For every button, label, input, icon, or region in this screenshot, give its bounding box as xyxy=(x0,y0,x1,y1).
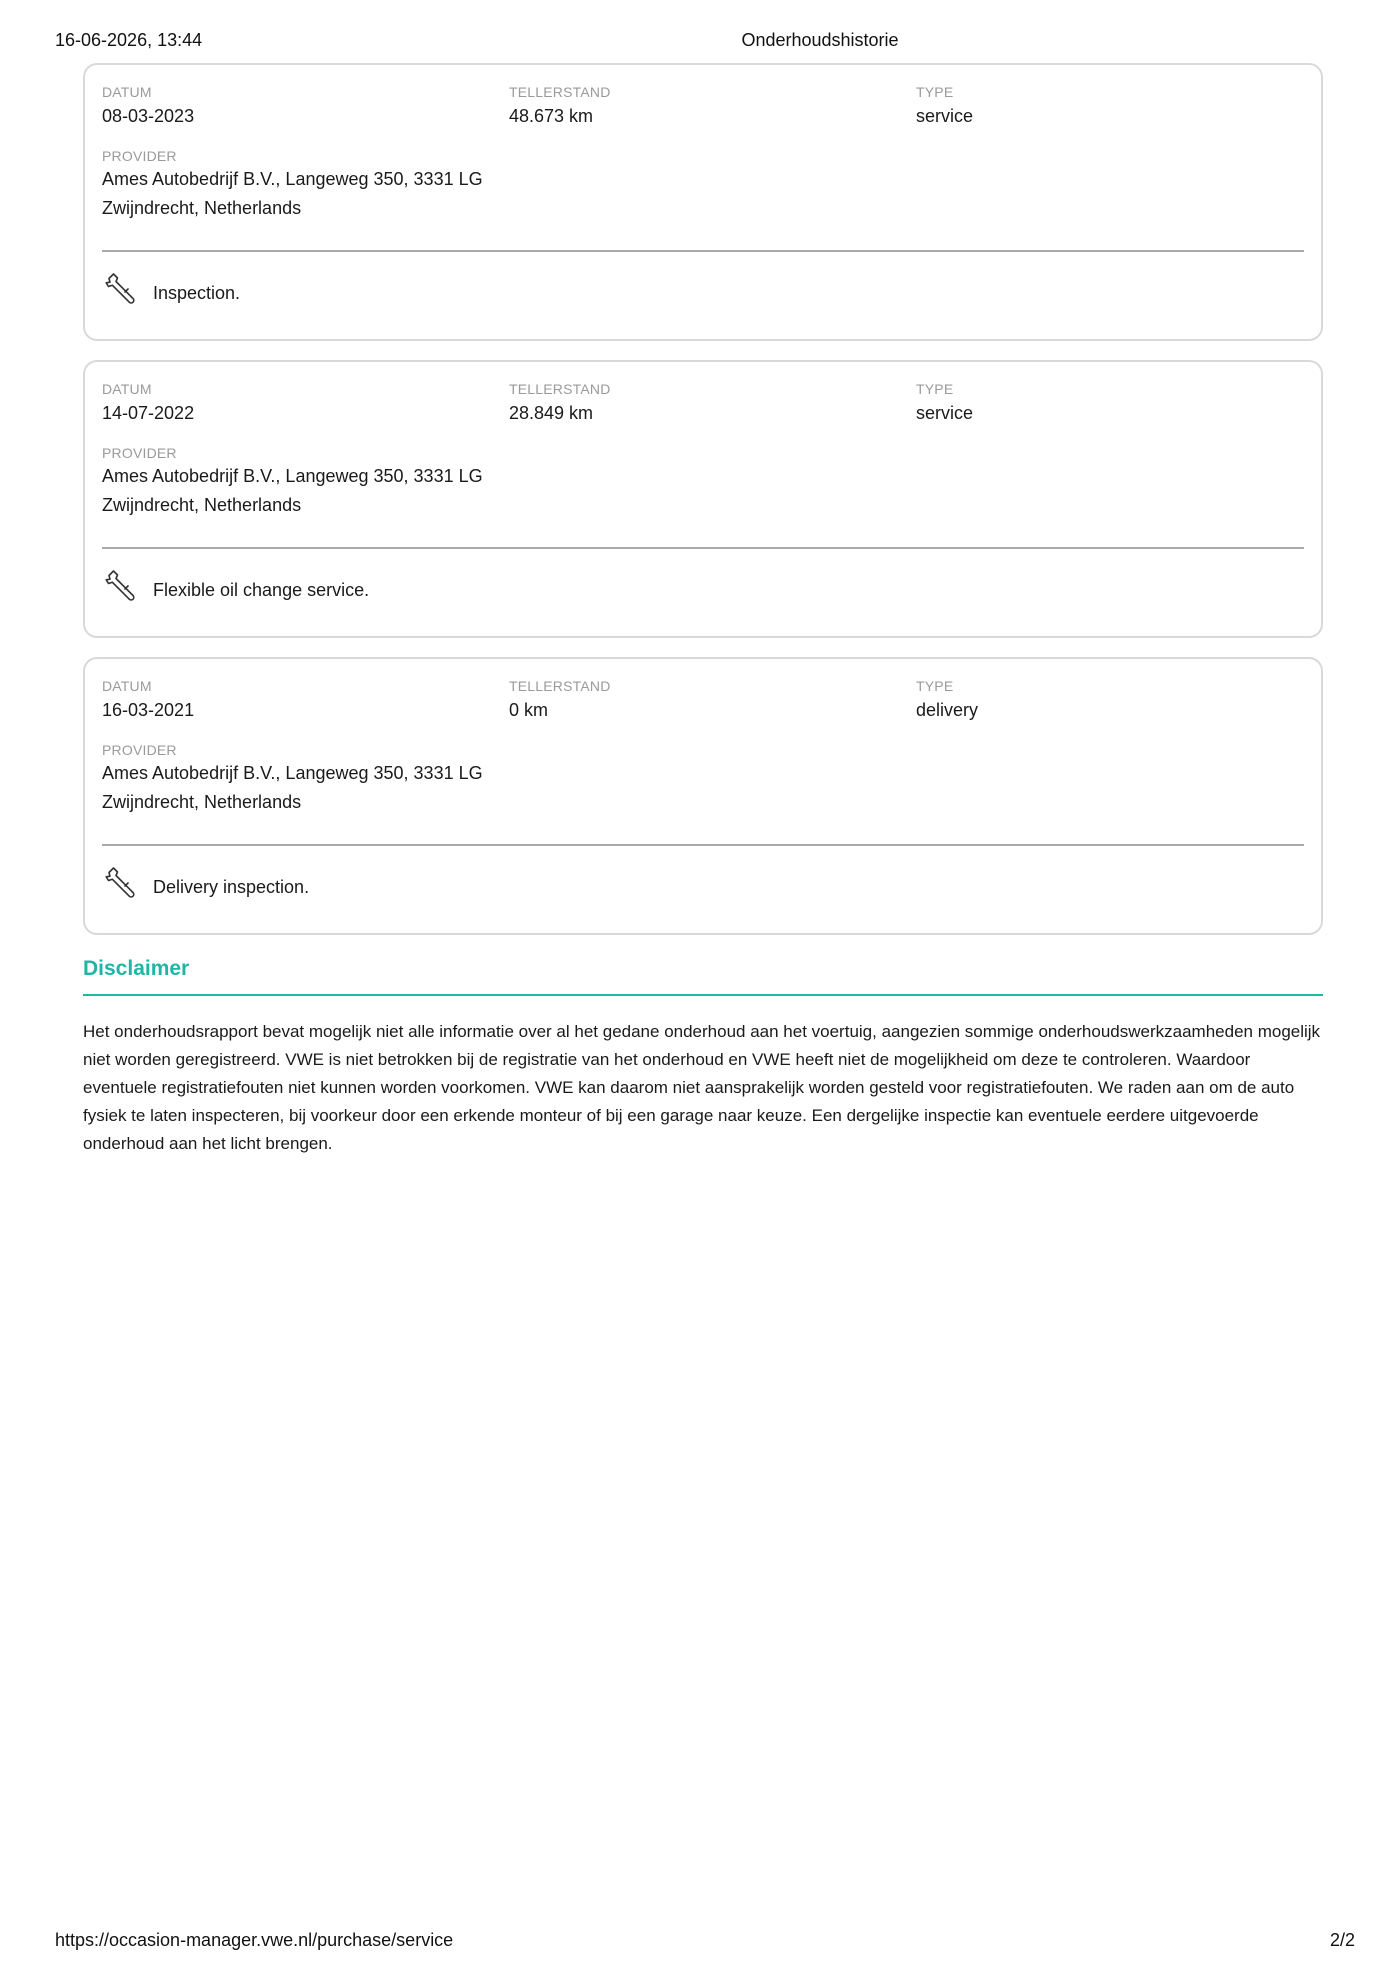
maintenance-record-card xyxy=(83,360,1323,638)
service-description: Delivery inspection. xyxy=(153,876,310,897)
type-value: delivery xyxy=(916,700,979,720)
datum-value: 14-07-2022 xyxy=(102,403,195,423)
service-description: Flexible oil change service. xyxy=(153,579,370,600)
page-title: Onderhoudshistorie xyxy=(741,30,899,50)
type-label: TYPE xyxy=(916,84,954,100)
page-number: 2/2 xyxy=(1329,1930,1355,1950)
wrench-icon xyxy=(105,866,139,900)
maintenance-record-card xyxy=(83,63,1323,341)
type-value: service xyxy=(916,403,974,423)
provider-label: PROVIDER xyxy=(102,742,177,758)
maintenance-history xyxy=(83,63,1323,1158)
tellerstand-value: 28.849 km xyxy=(509,403,594,423)
datum-label: DATUM xyxy=(102,84,152,100)
card-divider xyxy=(102,250,1304,252)
maintenance-record-card xyxy=(83,657,1323,935)
provider-value: Ames Autobedrijf B.V., Langeweg 350, 3331 LG Zwijndrecht, Netherlands xyxy=(102,169,483,218)
print-datetime: 16-06-2026, 13:44 xyxy=(55,30,203,50)
datum-label: DATUM xyxy=(102,381,152,397)
tellerstand-label: TELLERSTAND xyxy=(509,84,611,100)
datum-value: 08-03-2023 xyxy=(102,106,195,126)
datum-label: DATUM xyxy=(102,678,152,694)
card-divider xyxy=(102,844,1304,846)
disclaimer-divider xyxy=(83,994,1323,996)
print-header xyxy=(55,30,1345,54)
provider-label: PROVIDER xyxy=(102,148,177,164)
type-label: TYPE xyxy=(916,678,954,694)
tellerstand-label: TELLERSTAND xyxy=(509,381,611,397)
wrench-icon xyxy=(105,272,139,306)
provider-value: Ames Autobedrijf B.V., Langeweg 350, 3331 LG Zwijndrecht, Netherlands xyxy=(102,763,483,812)
disclaimer-heading: Disclaimer xyxy=(83,957,190,980)
provider-value: Ames Autobedrijf B.V., Langeweg 350, 3331 LG Zwijndrecht, Netherlands xyxy=(102,466,483,515)
wrench-icon xyxy=(105,569,139,603)
page-url: https://occasion-manager.vwe.nl/purchase/service xyxy=(55,1930,454,1950)
tellerstand-label: TELLERSTAND xyxy=(509,678,611,694)
tellerstand-value: 0 km xyxy=(509,700,549,720)
type-value: service xyxy=(916,106,974,126)
card-divider xyxy=(102,547,1304,549)
tellerstand-value: 48.673 km xyxy=(509,106,594,126)
disclaimer-text: Het onderhoudsrapport bevat mogelijk niet alle informatie over al het gedane onderhoud aan het voertuig, aangezien sommige onderhoudswerkzaamheden mogelijk niet worden geregistreerd. VWE is niet betrokken bij de registratie van het onderhoud en VWE heeft niet de mogelijkheid om deze te controleren. Waardoor eventuele registratiefouten niet kunnen worden voorkomen. VWE kan daarom niet aansprakelijk worden gesteld voor registratiefouten. We raden aan om de auto fysiek te laten inspecteren, bij voorkeur door een erkende monteur of bij een garage naar keuze. Een dergelijke inspectie kan eventuele eerdere uitgevoerde onderhoud aan het licht brengen. xyxy=(83,1022,1321,1153)
datum-value: 16-03-2021 xyxy=(102,700,195,720)
service-description: Inspection. xyxy=(153,282,241,303)
type-label: TYPE xyxy=(916,381,954,397)
print-footer xyxy=(55,1930,1355,1954)
provider-label: PROVIDER xyxy=(102,445,177,461)
